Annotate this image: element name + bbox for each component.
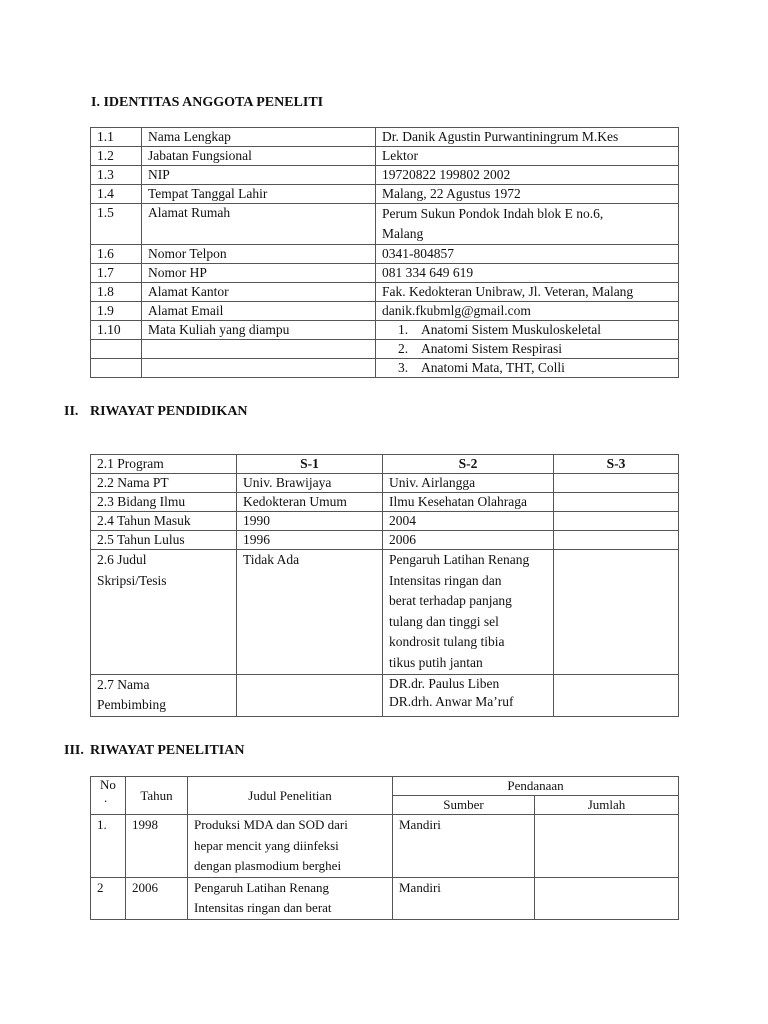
row-number: 1.9 — [91, 302, 142, 321]
cell-s3 — [554, 493, 679, 512]
thesis-line: tikus putih jantan — [389, 654, 483, 670]
table-row — [91, 128, 679, 147]
column-header: S-1 — [237, 455, 383, 474]
section-number: III. — [64, 743, 84, 758]
cell-s1: 1996 — [237, 531, 383, 550]
table-row — [91, 264, 679, 283]
column-header-tahun: Tahun — [126, 777, 188, 815]
supervisor-name: DR.dr. Paulus Liben — [389, 675, 500, 691]
cell-no: 1. — [91, 815, 126, 878]
address-line: Malang — [382, 226, 424, 241]
cell-s2 — [383, 550, 554, 675]
table-row — [91, 166, 679, 185]
row-number: 1.5 — [91, 204, 142, 245]
table-row — [91, 245, 679, 264]
row-value — [376, 204, 679, 245]
title-line: Intensitas ringan dan berat — [194, 900, 332, 916]
table-row — [91, 550, 679, 675]
row-value: 081 334 649 619 — [376, 264, 679, 283]
cell-sumber: Mandiri — [393, 815, 535, 878]
row-value: 0341-804857 — [376, 245, 679, 264]
row-number: 1.8 — [91, 283, 142, 302]
row-label: NIP — [142, 166, 376, 185]
cell-s1: 1990 — [237, 512, 383, 531]
course-name: Anatomi Sistem Muskuloskeletal — [421, 322, 601, 337]
cell-s2: Univ. Airlangga — [383, 474, 554, 493]
table-row — [91, 359, 679, 378]
row-value: Malang, 22 Agustus 1972 — [376, 185, 679, 204]
cell-jumlah — [535, 815, 679, 878]
row-value: Fak. Kedokteran Unibraw, Jl. Veteran, Malang — [376, 283, 679, 302]
cell-jumlah — [535, 877, 679, 919]
table-row — [91, 815, 679, 878]
cell-judul — [188, 815, 393, 878]
cell-judul — [188, 877, 393, 919]
course-name: Anatomi Mata, THT, Colli — [421, 360, 565, 375]
course-number: 1. — [398, 322, 409, 337]
cell-tahun: 1998 — [126, 815, 188, 878]
label-line: 2.6 Judul — [97, 552, 147, 567]
cell-s3 — [554, 531, 679, 550]
row-label: Nomor Telpon — [142, 245, 376, 264]
table-header-row — [91, 777, 679, 796]
table-row — [91, 474, 679, 493]
thesis-line: kondrosit tulang tibia — [389, 634, 505, 650]
cell-no: 2 — [91, 877, 126, 919]
course-item — [376, 321, 679, 340]
identity-table — [90, 127, 679, 378]
row-label: 2.4 Tahun Masuk — [91, 512, 237, 531]
row-label: Mata Kuliah yang diampu — [142, 321, 376, 340]
course-name: Anatomi Sistem Respirasi — [421, 341, 562, 356]
cell-s2 — [383, 674, 554, 716]
column-header: S-2 — [383, 455, 554, 474]
table-row — [91, 512, 679, 531]
row-value: Dr. Danik Agustin Purwantiningrum M.Kes — [376, 128, 679, 147]
cell-s3 — [554, 550, 679, 675]
cell-s1: Kedokteran Umum — [237, 493, 383, 512]
title-line: hepar mencit yang diinfeksi — [194, 837, 339, 853]
row-label: Nama Lengkap — [142, 128, 376, 147]
table-header-row — [91, 455, 679, 474]
table-row — [91, 283, 679, 302]
thesis-line: berat terhadap panjang — [389, 593, 512, 609]
row-label — [91, 550, 237, 675]
row-number: 1.4 — [91, 185, 142, 204]
course-item — [376, 359, 679, 378]
label-line: Skripsi/Tesis — [97, 572, 167, 588]
cell-sumber: Mandiri — [393, 877, 535, 919]
table-row — [91, 493, 679, 512]
table-row — [91, 340, 679, 359]
section-number: II. — [64, 404, 79, 419]
title-line: Produksi MDA dan SOD dari — [194, 817, 348, 832]
table-row — [91, 147, 679, 166]
table-row — [91, 185, 679, 204]
column-header-judul: Judul Penelitian — [188, 777, 393, 815]
row-number: 1.3 — [91, 166, 142, 185]
row-label: Jabatan Fungsional — [142, 147, 376, 166]
course-number: 2. — [398, 341, 409, 356]
thesis-line: tulang dan tinggi sel — [389, 613, 499, 629]
cell-s2: 2004 — [383, 512, 554, 531]
row-number: 1.1 — [91, 128, 142, 147]
title-line: Pengaruh Latihan Renang — [194, 879, 330, 895]
cell-s2: 2006 — [383, 531, 554, 550]
section-1-title: I. IDENTITAS ANGGOTA PENELITI — [91, 95, 324, 110]
cell-s1 — [237, 674, 383, 716]
row-label: Alamat Rumah — [142, 204, 376, 245]
table-row — [91, 204, 679, 245]
row-value: danik.fkubmlg@gmail.com — [376, 302, 679, 321]
section-2-title — [64, 404, 248, 420]
section-title: RIWAYAT PENELITIAN — [90, 743, 245, 758]
row-number: 1.6 — [91, 245, 142, 264]
cell-tahun: 2006 — [126, 877, 188, 919]
cell-s3 — [554, 512, 679, 531]
row-label: Alamat Kantor — [142, 283, 376, 302]
table-row — [91, 302, 679, 321]
label-line: 2.7 Nama — [97, 676, 150, 692]
course-number: 3. — [398, 360, 409, 375]
column-header-pendanaan: Pendanaan — [393, 777, 679, 796]
row-number: 1.2 — [91, 147, 142, 166]
supervisor-name: DR.drh. Anwar Ma’ruf — [389, 693, 514, 709]
table-row — [91, 531, 679, 550]
label-line: Pembimbing — [97, 697, 167, 713]
research-table — [90, 776, 679, 920]
table-row — [91, 321, 679, 340]
row-label — [91, 674, 237, 716]
section-3-title — [64, 743, 244, 759]
cell-s3 — [554, 674, 679, 716]
cell-s2: Ilmu Kesehatan Olahraga — [383, 493, 554, 512]
course-item — [376, 340, 679, 359]
column-header-jumlah: Jumlah — [535, 796, 679, 815]
column-header: 2.1 Program — [91, 455, 237, 474]
row-label: Alamat Email — [142, 302, 376, 321]
row-number: 1.10 — [91, 321, 142, 340]
table-row — [91, 877, 679, 919]
address-line: Perum Sukun Pondok Indah blok E no.6, — [382, 206, 604, 221]
column-header-no: No . — [91, 777, 126, 815]
cell-s1: Tidak Ada — [237, 550, 383, 675]
row-label: 2.5 Tahun Lulus — [91, 531, 237, 550]
row-label: 2.3 Bidang Ilmu — [91, 493, 237, 512]
row-label: Tempat Tanggal Lahir — [142, 185, 376, 204]
education-table — [90, 454, 679, 717]
thesis-line: Intensitas ringan dan — [389, 572, 502, 588]
title-line: dengan plasmodium berghei — [194, 858, 342, 874]
cell-s3 — [554, 474, 679, 493]
cell-s1: Univ. Brawijaya — [237, 474, 383, 493]
row-label: 2.2 Nama PT — [91, 474, 237, 493]
row-value: Lektor — [376, 147, 679, 166]
row-label: Nomor HP — [142, 264, 376, 283]
column-header: S-3 — [554, 455, 679, 474]
thesis-line: Pengaruh Latihan Renang — [389, 552, 530, 567]
section-title: RIWAYAT PENDIDIKAN — [90, 404, 248, 419]
table-row — [91, 674, 679, 716]
column-header-sumber: Sumber — [393, 796, 535, 815]
row-value: 19720822 199802 2002 — [376, 166, 679, 185]
row-number: 1.7 — [91, 264, 142, 283]
